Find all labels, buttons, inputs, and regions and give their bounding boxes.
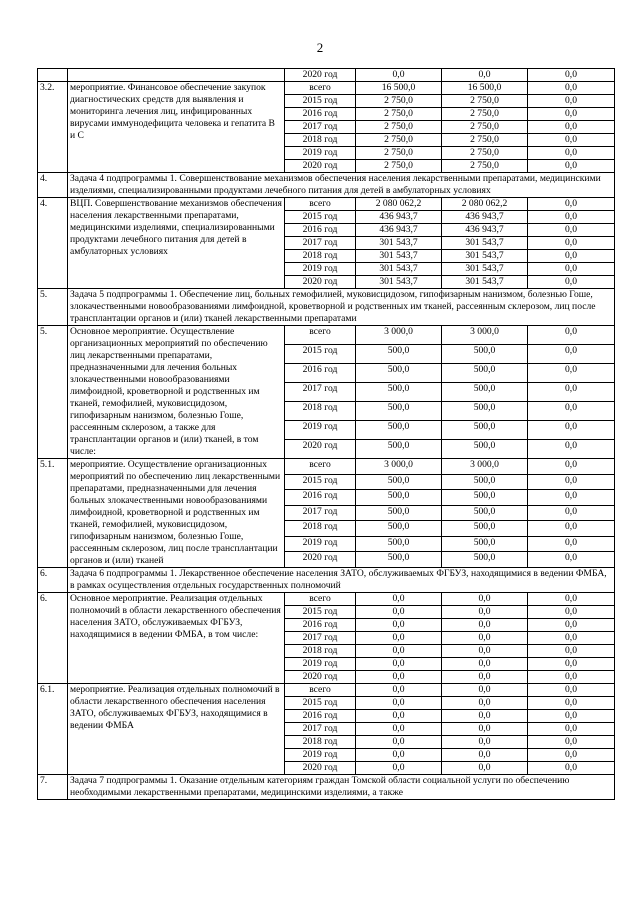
value-total: 2 750,0 (356, 108, 442, 121)
period-cell: 2020 год (285, 440, 356, 459)
period-cell: 2016 год (285, 224, 356, 237)
value-total: 16 500,0 (356, 82, 442, 95)
task-title: Задача 6 подпрограммы 1. Лекарственное обеспечение населения ЗАТО, обслуживаемых ФГБУЗ, находящимися в ведении ФМБА, в рамках осуществления отдельных государственных полномочий (68, 568, 615, 593)
value-other: 0,0 (528, 606, 615, 619)
value-total: 500,0 (356, 490, 442, 506)
value-other: 0,0 (528, 364, 615, 383)
value-total: 500,0 (356, 383, 442, 402)
period-cell: 2017 год (285, 505, 356, 521)
value-other: 0,0 (528, 402, 615, 421)
value-regional: 3 000,0 (442, 459, 528, 475)
period-cell: 2020 год (285, 69, 356, 82)
value-other: 0,0 (528, 552, 615, 568)
period-cell: 2017 год (285, 383, 356, 402)
period-cell: 2016 год (285, 364, 356, 383)
value-regional: 0,0 (442, 593, 528, 606)
value-other: 0,0 (528, 710, 615, 723)
row-number: 7. (38, 775, 68, 800)
value-other: 0,0 (528, 490, 615, 506)
period-cell: 2019 год (285, 536, 356, 552)
period-cell: 2017 год (285, 723, 356, 736)
measure-description: мероприятие. Осуществление организационных мероприятий по обеспечению лиц лекарственными препаратами, предназначенными для лечения больных злокачественными новообразованиями лимфоидной, кроветворной и родственных им тканей, гемофилией, муковисцидозом, гипофизарным нанизмом, болезнью Гоше, рассеянным склерозом, лиц после трансплантации органов и (или) тканей (68, 459, 285, 568)
value-other: 0,0 (528, 658, 615, 671)
period-cell: 2018 год (285, 521, 356, 537)
value-regional: 500,0 (442, 490, 528, 506)
task-row (38, 775, 615, 800)
value-other: 0,0 (528, 82, 615, 95)
table-row (38, 82, 615, 95)
value-total: 0,0 (356, 710, 442, 723)
value-other: 0,0 (528, 250, 615, 263)
row-number: 6. (38, 568, 68, 593)
table-row (38, 684, 615, 697)
value-total: 0,0 (356, 632, 442, 645)
value-other: 0,0 (528, 749, 615, 762)
value-other: 0,0 (528, 198, 615, 211)
period-cell: 2020 год (285, 762, 356, 775)
period-cell: всего (285, 459, 356, 475)
value-total: 0,0 (356, 619, 442, 632)
period-cell: 2016 год (285, 108, 356, 121)
period-cell: 2019 год (285, 147, 356, 160)
table-row (38, 198, 615, 211)
value-regional: 500,0 (442, 552, 528, 568)
value-total: 2 750,0 (356, 160, 442, 173)
row-number: 3.2. (38, 82, 68, 173)
period-cell: 2019 год (285, 263, 356, 276)
period-cell: 2015 год (285, 474, 356, 490)
measure-description: мероприятие. Реализация отдельных полномочий в области лекарственного обеспечения населения ЗАТО, обслуживаемых ФГБУЗ, находящимися в ведении ФМБА (68, 684, 285, 775)
value-regional: 0,0 (442, 671, 528, 684)
value-regional: 0,0 (442, 645, 528, 658)
value-regional: 500,0 (442, 505, 528, 521)
value-total: 500,0 (356, 402, 442, 421)
row-number (38, 69, 68, 82)
value-regional: 3 000,0 (442, 326, 528, 345)
value-total: 500,0 (356, 474, 442, 490)
value-total: 3 000,0 (356, 459, 442, 475)
program-table (37, 68, 615, 800)
value-total: 301 543,7 (356, 263, 442, 276)
task-title: Задача 4 подпрограммы 1. Совершенствование механизмов обеспечения населения лекарственными препаратами, медицинскими изделиями, специализированными продуктами лечебного питания для детей в амбулаторных условиях (68, 173, 615, 198)
value-regional: 2 750,0 (442, 147, 528, 160)
value-other: 0,0 (528, 237, 615, 250)
value-regional: 301 543,7 (442, 263, 528, 276)
period-cell: 2017 год (285, 121, 356, 134)
period-cell: всего (285, 684, 356, 697)
value-total: 500,0 (356, 552, 442, 568)
value-regional: 2 750,0 (442, 108, 528, 121)
period-cell: 2020 год (285, 160, 356, 173)
value-regional: 2 750,0 (442, 95, 528, 108)
value-regional: 500,0 (442, 421, 528, 440)
value-regional: 500,0 (442, 364, 528, 383)
row-number: 5. (38, 326, 68, 459)
value-other: 0,0 (528, 160, 615, 173)
value-regional: 16 500,0 (442, 82, 528, 95)
value-other: 0,0 (528, 697, 615, 710)
value-other: 0,0 (528, 224, 615, 237)
page-number: 2 (316, 40, 324, 55)
row-number: 6.1. (38, 684, 68, 775)
period-cell: всего (285, 198, 356, 211)
period-cell: 2020 год (285, 276, 356, 289)
period-cell: 2017 год (285, 237, 356, 250)
measure-description: ВЦП. Совершенствование механизмов обеспечения населения лекарственными препаратами, медицинскими изделиями, специализированными продуктами лечебного питания для детей в амбулаторных условиях (68, 198, 285, 289)
value-regional: 2 750,0 (442, 121, 528, 134)
value-regional: 0,0 (442, 69, 528, 82)
value-other: 0,0 (528, 762, 615, 775)
value-regional: 0,0 (442, 658, 528, 671)
value-other: 0,0 (528, 536, 615, 552)
value-regional: 0,0 (442, 762, 528, 775)
value-total: 3 000,0 (356, 326, 442, 345)
measure-description (68, 69, 285, 82)
value-regional: 500,0 (442, 345, 528, 364)
period-cell: всего (285, 326, 356, 345)
value-other: 0,0 (528, 147, 615, 160)
value-total: 301 543,7 (356, 276, 442, 289)
value-other: 0,0 (528, 326, 615, 345)
measure-description: Основное мероприятие. Реализация отдельных полномочий в области лекарственного обеспечения населения ЗАТО, обслуживаемых ФГБУЗ, находящимися в ведении ФМБА, в том числе: (68, 593, 285, 684)
value-total: 0,0 (356, 762, 442, 775)
value-regional: 2 750,0 (442, 134, 528, 147)
value-total: 500,0 (356, 440, 442, 459)
value-other: 0,0 (528, 211, 615, 224)
task-row (38, 173, 615, 198)
period-cell: 2019 год (285, 421, 356, 440)
value-regional: 0,0 (442, 619, 528, 632)
value-other: 0,0 (528, 632, 615, 645)
value-total: 0,0 (356, 671, 442, 684)
period-cell: 2019 год (285, 749, 356, 762)
value-other: 0,0 (528, 276, 615, 289)
period-cell: 2015 год (285, 95, 356, 108)
period-cell: 2018 год (285, 402, 356, 421)
value-other: 0,0 (528, 619, 615, 632)
value-other: 0,0 (528, 108, 615, 121)
value-total: 0,0 (356, 69, 442, 82)
row-number: 4. (38, 173, 68, 198)
table-row (38, 459, 615, 475)
period-cell: 2018 год (285, 736, 356, 749)
value-regional: 0,0 (442, 697, 528, 710)
value-other: 0,0 (528, 440, 615, 459)
period-cell: 2018 год (285, 250, 356, 263)
value-total: 500,0 (356, 536, 442, 552)
value-total: 0,0 (356, 736, 442, 749)
period-cell: 2016 год (285, 619, 356, 632)
value-total: 500,0 (356, 364, 442, 383)
value-total: 0,0 (356, 593, 442, 606)
value-regional: 500,0 (442, 521, 528, 537)
value-total: 0,0 (356, 684, 442, 697)
task-row (38, 289, 615, 326)
row-number: 6. (38, 593, 68, 684)
value-total: 500,0 (356, 345, 442, 364)
value-other: 0,0 (528, 671, 615, 684)
value-regional: 0,0 (442, 632, 528, 645)
period-cell: 2018 год (285, 645, 356, 658)
value-other: 0,0 (528, 459, 615, 475)
value-regional: 0,0 (442, 710, 528, 723)
task-title: Задача 5 подпрограммы 1. Обеспечение лиц, больных гемофилией, муковисцидозом, гипофизарным нанизмом, болезнью Гоше, злокачественными новообразованиями лимфоидной, кроветворной и родственных им тканей, рассеянным склерозом, лиц после трансплантации органов и (или) тканей лекарственными препаратами (68, 289, 615, 326)
value-total: 301 543,7 (356, 237, 442, 250)
value-other: 0,0 (528, 593, 615, 606)
value-total: 0,0 (356, 697, 442, 710)
value-other: 0,0 (528, 383, 615, 402)
value-other: 0,0 (528, 521, 615, 537)
period-cell: 2016 год (285, 490, 356, 506)
value-other: 0,0 (528, 69, 615, 82)
period-cell: всего (285, 593, 356, 606)
value-other: 0,0 (528, 421, 615, 440)
period-cell: 2018 год (285, 134, 356, 147)
period-cell: 2015 год (285, 211, 356, 224)
value-regional: 2 750,0 (442, 160, 528, 173)
task-title: Задача 7 подпрограммы 1. Оказание отдельным категориям граждан Томской области социальной услуги по обеспечению необходимыми лекарственными препаратами, медицинскими изделиями, а также (68, 775, 615, 800)
value-regional: 2 080 062,2 (442, 198, 528, 211)
period-cell: 2020 год (285, 671, 356, 684)
row-number: 5.1. (38, 459, 68, 568)
value-other: 0,0 (528, 345, 615, 364)
period-cell: 2019 год (285, 658, 356, 671)
period-cell: 2015 год (285, 345, 356, 364)
table-row (38, 593, 615, 606)
value-total: 0,0 (356, 606, 442, 619)
value-regional: 0,0 (442, 736, 528, 749)
period-cell: 2020 год (285, 552, 356, 568)
value-regional: 301 543,7 (442, 276, 528, 289)
value-other: 0,0 (528, 645, 615, 658)
value-total: 436 943,7 (356, 211, 442, 224)
value-total: 500,0 (356, 421, 442, 440)
value-regional: 500,0 (442, 474, 528, 490)
value-total: 0,0 (356, 645, 442, 658)
value-total: 2 750,0 (356, 121, 442, 134)
measure-description: мероприятие. Финансовое обеспечение закупок диагностических средств для выявления и мониторинга лечения лиц, инфицированных вирусами иммунодефицита человека и гепатита В и С (68, 82, 285, 173)
value-total: 2 750,0 (356, 147, 442, 160)
task-row (38, 568, 615, 593)
value-other: 0,0 (528, 263, 615, 276)
period-cell: 2015 год (285, 697, 356, 710)
value-regional: 500,0 (442, 383, 528, 402)
value-total: 2 080 062,2 (356, 198, 442, 211)
row-number: 5. (38, 289, 68, 326)
value-total: 301 543,7 (356, 250, 442, 263)
table-row (38, 69, 615, 82)
value-other: 0,0 (528, 474, 615, 490)
value-regional: 0,0 (442, 606, 528, 619)
value-other: 0,0 (528, 134, 615, 147)
value-other: 0,0 (528, 684, 615, 697)
value-other: 0,0 (528, 95, 615, 108)
period-cell: всего (285, 82, 356, 95)
period-cell: 2017 год (285, 632, 356, 645)
value-regional: 0,0 (442, 684, 528, 697)
value-regional: 436 943,7 (442, 224, 528, 237)
value-regional: 500,0 (442, 402, 528, 421)
row-number: 4. (38, 198, 68, 289)
value-total: 0,0 (356, 658, 442, 671)
value-total: 2 750,0 (356, 95, 442, 108)
value-other: 0,0 (528, 505, 615, 521)
period-cell: 2015 год (285, 606, 356, 619)
table-row (38, 326, 615, 345)
value-total: 0,0 (356, 723, 442, 736)
measure-description: Основное мероприятие. Осуществление организационных мероприятий по обеспечению лиц лекарственными препаратами, предназначенными для лечения больных злокачественными новообразованиями лимфоидной, кроветворной и родственных им тканей, гемофилией, муковисцидозом, гипофизарным нанизмом, болезнью Гоше, рассеянным склерозом, а также для трансплантации органов и (или) тканей, в том числе: (68, 326, 285, 459)
value-total: 436 943,7 (356, 224, 442, 237)
value-other: 0,0 (528, 723, 615, 736)
value-regional: 301 543,7 (442, 237, 528, 250)
value-regional: 500,0 (442, 440, 528, 459)
value-regional: 0,0 (442, 723, 528, 736)
value-regional: 436 943,7 (442, 211, 528, 224)
value-regional: 500,0 (442, 536, 528, 552)
value-total: 500,0 (356, 521, 442, 537)
value-total: 0,0 (356, 749, 442, 762)
value-regional: 0,0 (442, 749, 528, 762)
value-other: 0,0 (528, 736, 615, 749)
value-total: 500,0 (356, 505, 442, 521)
period-cell: 2016 год (285, 710, 356, 723)
value-other: 0,0 (528, 121, 615, 134)
value-total: 2 750,0 (356, 134, 442, 147)
value-regional: 301 543,7 (442, 250, 528, 263)
